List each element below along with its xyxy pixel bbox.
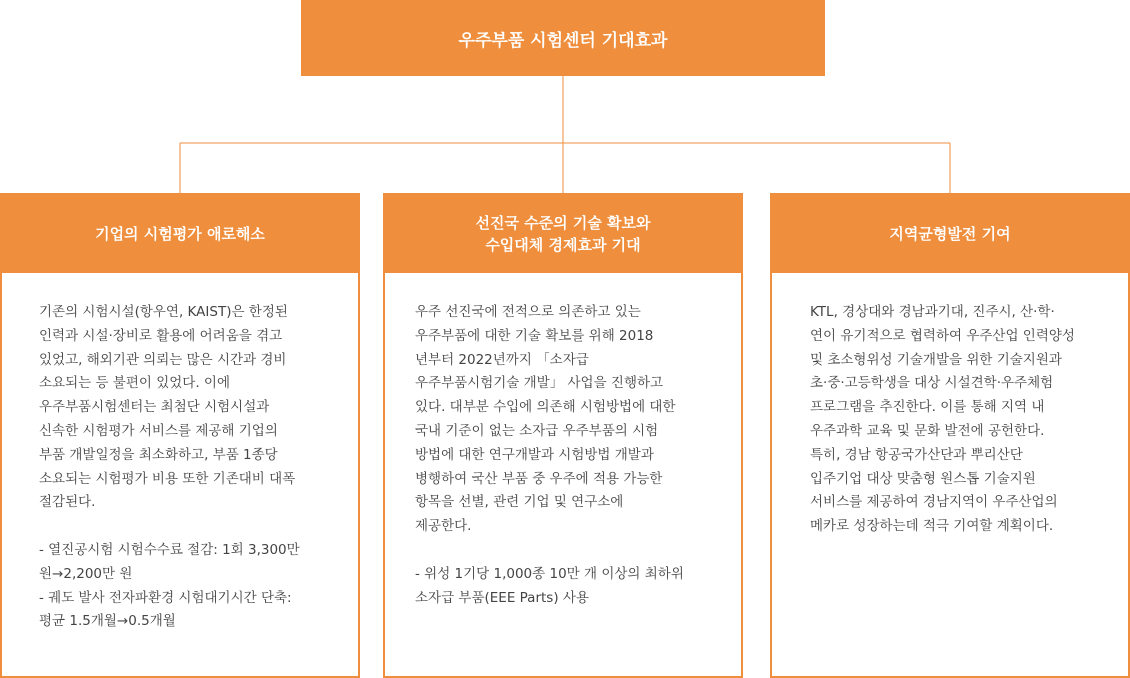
effect-column-1 xyxy=(0,193,360,678)
effect-column-1-paragraph: 기존의 시험시설(항우연, KAIST)은 한정된 인력과 시설·장비로 활용에 어려움을 겪고 있었고, 해외기관 의뢰는 많은 시간과 경비 소요되는 등 불편이 있었다. 이에 우주부품시험센터는 최첨단 시험시설과 신속한 시험평가 서비스를 제공해 기업의 부품 개발일정을 최소화하고, 부품 1종당 소요되는 시험평가 비용 또한 기존대비 대폭 절감된다. xyxy=(39,304,296,511)
effect-column-3-heading-text: 지역균형발전 기여 xyxy=(889,225,1011,243)
effect-column-2-heading xyxy=(385,195,741,273)
effect-column-3-paragraph: KTL, 경상대와 경남과기대, 진주시, 산·학· 연이 유기적으로 협력하여 우주산업 인력양성 및 초소형위성 기술개발을 위한 기술지원과 초·중·고등학생을 대상 시설견학·우주체험 프로그램을 추진한다. 이를 통해 지역 내 우주과학 교육 및 문화 발전에 공헌한다. 특히, 경남 항공국가산단과 뿌리산단 입주기업 대상 맞춤형 원스톱 기술지원 서비스를 제공하여 경남지역이 우주산업의 메카로 성장하는데 적극 기여할 계획이다. xyxy=(810,304,1075,535)
effect-column-2-paragraph: 우주 선진국에 전적으로 의존하고 있는 우주부품에 대한 기술 확보를 위해 2018 년부터 2022년까지 「소자급 우주부품시험기술 개발」 사업을 진행하고 있다. 대부분 수입에 의존해 시험방법에 대한 국내 기준이 없는 소자급 우주부품의 시험 방법에 대한 연구개발과 시험방법 개발과 병행하여 국산 부품 중 우주에 적용 가능한 항목을 선별, 관련 기업 및 연구소에 제공한다. xyxy=(415,304,676,535)
effect-column-1-bullet-1: - 열진공시험 시험수수료 절감: 1회 3,300만 원→2,200만 원 xyxy=(39,541,300,582)
effect-column-1-heading xyxy=(2,195,358,273)
effect-column-2-bullet-1: - 위성 1기당 1,000종 10만 개 이상의 최하위 소자급 부품(EEE Parts) 사용 xyxy=(415,565,684,606)
effect-column-3 xyxy=(770,193,1130,678)
effect-column-3-heading xyxy=(772,195,1128,273)
effect-column-2-body xyxy=(385,273,741,610)
effect-column-2 xyxy=(383,193,743,678)
effect-column-2-heading-text: 선진국 수준의 기술 확보와 수입대체 경제효과 기대 xyxy=(475,214,651,254)
diagram-title xyxy=(301,0,825,76)
effect-column-1-bullet-2: - 궤도 발사 전자파환경 시험대기시간 단축: 평균 1.5개월→0.5개월 xyxy=(39,589,292,630)
effect-column-1-body xyxy=(2,273,358,634)
diagram-title-text: 우주부품 시험센터 기대효과 xyxy=(458,30,668,51)
effect-column-1-heading-text: 기업의 시험평가 애로해소 xyxy=(95,225,265,243)
effect-column-3-body xyxy=(772,273,1128,539)
